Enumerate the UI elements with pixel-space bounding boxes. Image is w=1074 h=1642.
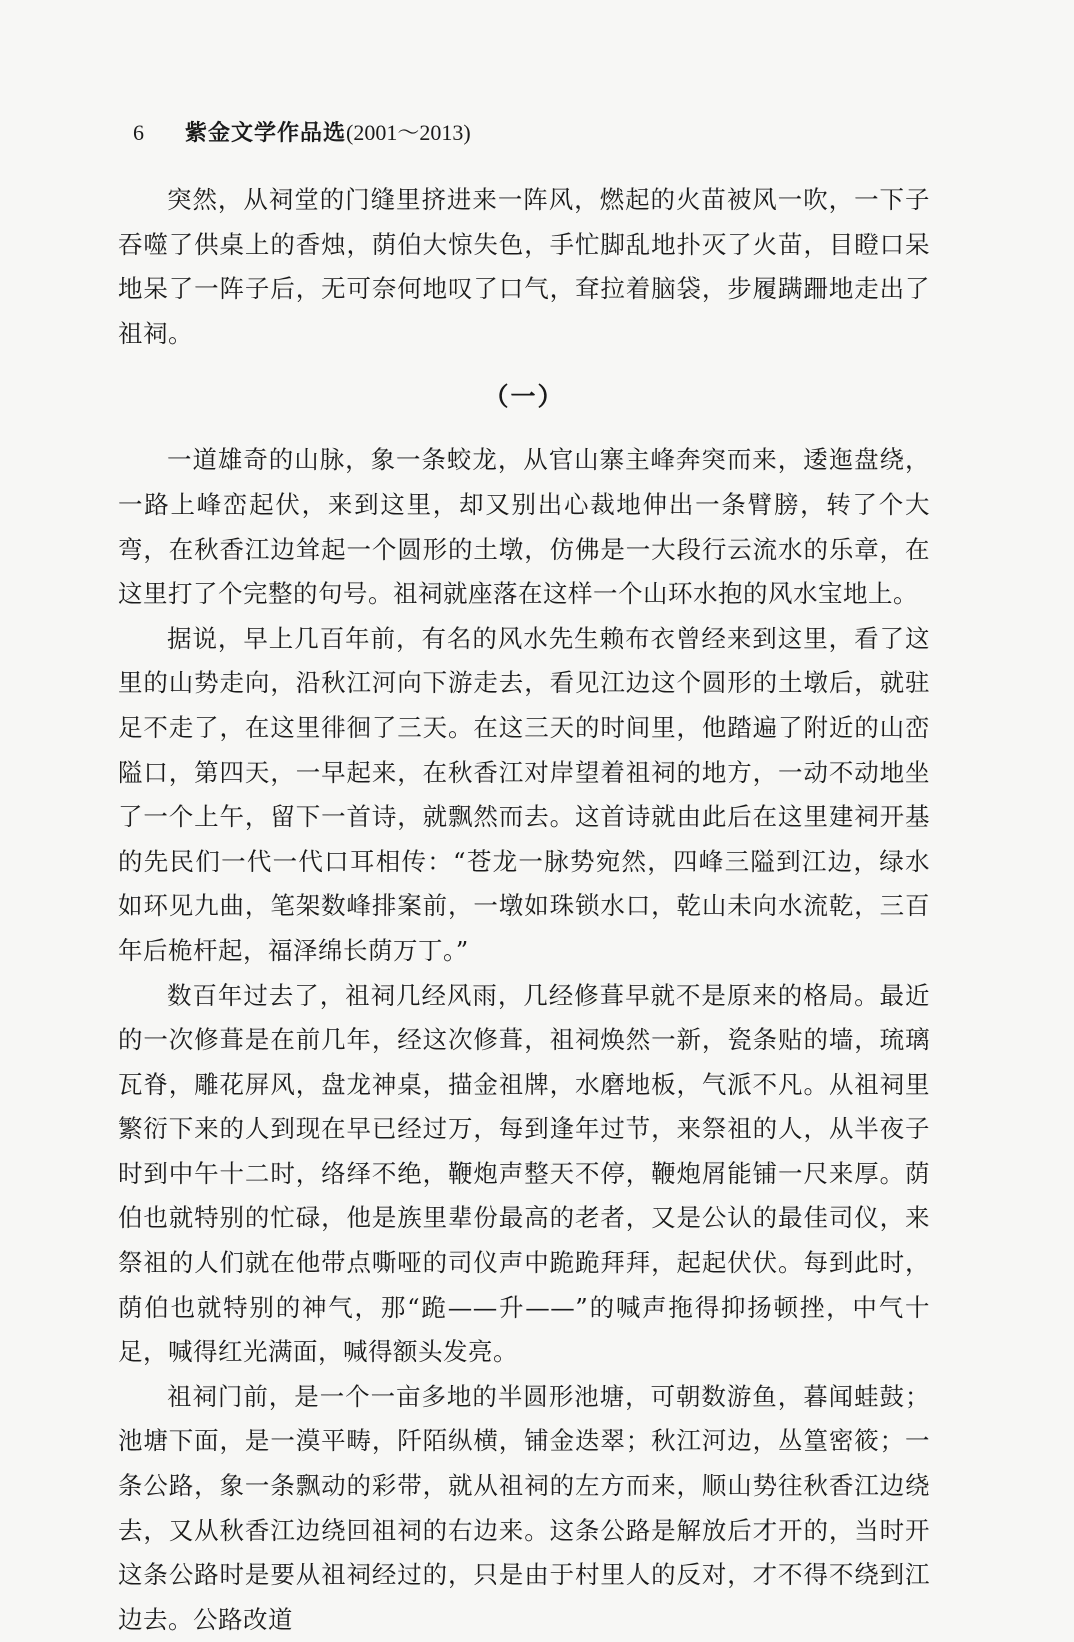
book-years: (2001～2013) — [346, 120, 471, 145]
paragraph: 数百年过去了，祖祠几经风雨，几经修葺早就不是原来的格局。最近的一次修葺是在前几年，经这次修葺，祖祠焕然一新，瓷条贴的墙，琉璃瓦脊，雕花屏风，盘龙神桌，描金祖牌，水磨地板，气派不凡。从祖祠里繁衍下来的人到现在早已经过万，每到逢年过节，来祭祖的人，从半夜子时到中午十二时，络绎不绝，鞭炮声整天不停，鞭炮屑能铺一尺来厚。荫伯也就特别的忙碌，他是族里辈份最高的老者，又是公认的最佳司仪，来祭祖的人们就在他带点嘶哑的司仪声中跪跪拜拜，起起伏伏。每到此时，荫伯也就特别的神气，那“跪——升——”的喊声拖得抑扬顿挫，中气十足，喊得红光满面，喊得额头发亮。 — [118, 980, 930, 1367]
book-title: 紫金文学作品选 — [185, 121, 347, 146]
paragraph: 据说，早上几百年前，有名的风水先生赖布衣曾经来到这里，看了这里的山势走向，沿秋江河向下游走去，看见江边这个圆形的土墩后，就驻足不走了，在这里徘徊了三天。在这三天的时间里，他踏遍了附近的山峦隘口，第四天，一早起来，在秋香江对岸望着祖祠的地方，一动不动地坐了一个上午，留下一首诗，就飘然而去。这首诗就由此后在这里建祠开基的先民们一代一代口耳相传：“苍龙一脉势宛然，四峰三隘到江边，绿水如环见九曲，笔架数峰排案前，一墩如珠锁水口，乾山未向水流乾，三百年后桅杆起，福泽绵长荫万丁。” — [118, 623, 930, 965]
running-head — [133, 118, 471, 149]
paragraph: 突然，从祠堂的门缝里挤进来一阵风，燃起的火苗被风一吹，一下子吞噬了供桌上的香烛，荫伯大惊失色，手忙脚乱地扑灭了火苗，目瞪口呆地呆了一阵子后，无可奈何地叹了口气，耷拉着脑袋，步履蹒跚地走出了祖祠。 — [118, 185, 930, 348]
page-number: 6 — [133, 120, 144, 145]
paragraph: 一道雄奇的山脉，象一条蛟龙，从官山寨主峰奔突而来，逶迤盘绕，一路上峰峦起伏，来到这里，却又别出心裁地伸出一条臂膀，转了个大弯，在秋香江边耸起一个圆形的土墩，仿佛是一大段行云流水的乐章，在这里打了个完整的句号。祖祠就座落在这样一个山环水抱的风水宝地上。 — [118, 445, 930, 609]
section-heading: （一） — [483, 382, 565, 412]
paragraph: 祖祠门前，是一个一亩多地的半圆形池塘，可朝数游鱼，暮闻蛙鼓；池塘下面，是一漠平畴，阡陌纵横，铺金迭翠；秋江河边，丛篁密筱；一条公路，象一条飘动的彩带，就从祖祠的左方而来，顺山势往秋香江边绕去，又从秋香江边绕回祖祠的右边来。这条公路是解放后才开的，当时开这条公路时是要从祖祠经过的，只是由于村里人的反对，才不得不绕到江边去。公路改道 — [118, 1381, 930, 1634]
body-text — [118, 178, 930, 1642]
